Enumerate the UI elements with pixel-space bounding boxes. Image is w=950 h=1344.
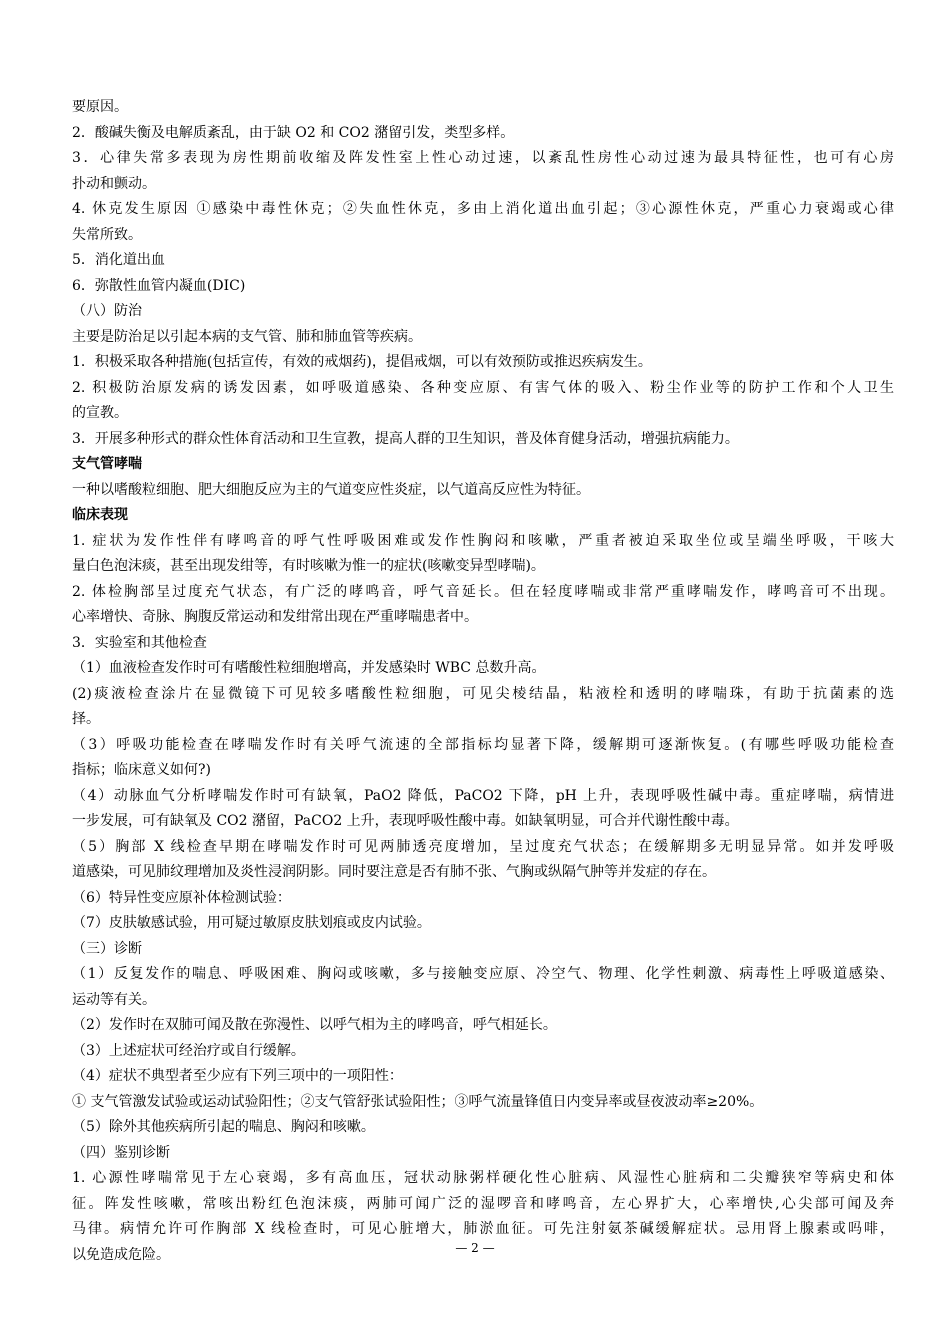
text-line: （1）血液检查发作时可有嗜酸性粒细胞增高，并发感染时 WBC 总数升高。 <box>72 660 546 676</box>
text-line: 1. 症状为发作性伴有哮鸣音的呼气性呼吸困难或发作性胸闷和咳嗽，严重者被迫采取坐位或呈端坐呼吸，干咳大 <box>72 532 894 549</box>
text-line: （3）呼吸功能检查在哮喘发作时有关呼气流速的全部指标均显著下降，缓解期可逐渐恢复。(有哪些呼吸功能检查 <box>72 736 894 753</box>
bold-heading: 支气管哮喘 <box>72 456 142 472</box>
text-line: 择。 <box>72 711 100 727</box>
text-line: （5）胸部 X 线检查早期在哮喘发作时可见两肺透亮度增加，呈过度充气状态；在缓解期多无明显异常。如并发呼吸 <box>72 838 894 855</box>
text-line: 失常所致。 <box>72 226 142 243</box>
text-line: 3．开展多种形式的群众性体育活动和卫生宣教，提高人群的卫生知识，普及体育健身活动，增强抗病能力。 <box>72 430 739 447</box>
text-line: 指标；临床意义如何?) <box>72 762 211 778</box>
section-heading: （四）鉴别诊断 <box>72 1144 170 1161</box>
text-line: 2．酸碱失衡及电解质紊乱，由于缺 O2 和 CO2 潴留引发，类型多样。 <box>72 124 515 141</box>
text-line: 道感染，可见肺纹理增加及炎性浸润阴影。同时要注意是否有肺不张、气胸或纵隔气肿等并发症的存在。 <box>72 864 716 880</box>
document-body <box>72 95 894 1268</box>
text-line: 3．心律失常多表现为房性期前收缩及阵发性室上性心动过速，以紊乱性房性心动过速为最具特征性，也可有心房 <box>72 150 894 166</box>
text-line: （5）除外其他疾病所引起的喘息、胸闷和咳嗽。 <box>72 1119 375 1135</box>
text-line: 6．弥散性血管内凝血(DIC) <box>72 277 246 294</box>
text-line: 主要是防治足以引起本病的支气管、肺和肺血管等疾病。 <box>72 328 422 345</box>
text-line: 量白色泡沫痰，甚至出现发绀等，有时咳嗽为惟一的症状(咳嗽变异型哮喘)。 <box>72 558 545 574</box>
text-line: 扑动和颤动。 <box>72 175 156 192</box>
text-line: （3）上述症状可经治疗或自行缓解。 <box>72 1042 305 1059</box>
text-line: 运动等有关。 <box>72 991 156 1008</box>
page-number: — 2 — <box>455 1241 495 1255</box>
text-line: （6）特异性变应原补体检测试验： <box>72 889 291 906</box>
text-line: 的宣教。 <box>72 405 128 421</box>
text-line: 2. 积极防治原发病的诱发因素，如呼吸道感染、各种变应原、有害气体的吸入、粉尘作业等的防护工作和个人卫生 <box>72 379 894 396</box>
text-line: 一种以嗜酸粒细胞、肥大细胞反应为主的气道变应性炎症，以气道高反应性为特征。 <box>72 481 590 498</box>
text-line: （4）动脉血气分析哮喘发作时可有缺氧，PaO2 降低，PaCO2 下降，pH 上升，表现呼吸性碱中毒。重症哮喘，病情进 <box>72 787 894 804</box>
text-line: 要原因。 <box>72 99 128 115</box>
text-line: 以免造成危险。 <box>72 1246 170 1263</box>
text-line: 3．实验室和其他检查 <box>72 634 207 651</box>
text-line: (2)痰液检查涂片在显微镜下可见较多嗜酸性粒细胞，可见尖棱结晶，粘液栓和透明的哮喘珠，有助于抗菌素的选 <box>72 685 894 702</box>
section-heading: （八）防治 <box>72 303 142 319</box>
text-line: （7）皮肤敏感试验，用可疑过敏原皮肤划痕或皮内试验。 <box>72 915 431 931</box>
text-line: （2）发作时在双肺可闻及散在弥漫性、以呼气相为主的哮鸣音，呼气相延长。 <box>72 1017 557 1033</box>
text-line: （1）反复发作的喘息、呼吸困难、胸闷或咳嗽，多与接触变应原、冷空气、物理、化学性刺激、病毒性上呼吸道感染、 <box>72 966 894 982</box>
text-line: （4）症状不典型者至少应有下列三项中的一项阳性： <box>72 1068 403 1084</box>
text-line: 1．积极采取各种措施(包括宣传，有效的戒烟药)，提倡戒烟，可以有效预防或推迟疾病发生。 <box>72 354 652 370</box>
text-line: ① 支气管激发试验或运动试验阳性；②支气管舒张试验阳性；③呼气流量锋值日内变异率或昼夜波动率≥20%。 <box>72 1093 764 1110</box>
text-line: 心率增快、奇脉、胸腹反常运动和发绀常出现在严重哮喘患者中。 <box>72 609 478 625</box>
text-line: 征。阵发性咳嗽，常咳出粉红色泡沫痰，两肺可闻广泛的湿啰音和哮鸣音，左心界扩大，心率增快,心尖部可闻及奔 <box>72 1195 894 1212</box>
text-line: 一步发展，可有缺氧及 CO2 潴留，PaCO2 上升，表现呼吸性酸中毒。如缺氧明显，可合并代谢性酸中毒。 <box>72 813 739 829</box>
text-line: 2. 体检胸部呈过度充气状态，有广泛的哮鸣音，呼气音延长。但在轻度哮喘或非常严重哮喘发作，哮鸣音可不出现。 <box>72 583 894 600</box>
bold-heading: 临床表现 <box>72 507 128 523</box>
text-line: 5．消化道出血 <box>72 252 165 268</box>
text-line: 马律。病情允许可作胸部 X 线检查时，可见心脏增大，肺淤血征。可先注射氨茶碱缓解症状。忌用肾上腺素或吗啡， <box>72 1221 894 1237</box>
text-line: 1. 心源性哮喘常见于左心衰竭，多有高血压，冠状动脉粥样硬化性心脏病、风湿性心脏病和二尖瓣狭窄等病史和体 <box>72 1170 894 1186</box>
text-line: 4. 休克发生原因 ①感染中毒性休克；②失血性休克，多由上消化道出血引起；③心源性休克，严重心力衰竭或心律 <box>72 201 894 217</box>
section-heading: （三）诊断 <box>72 940 142 957</box>
